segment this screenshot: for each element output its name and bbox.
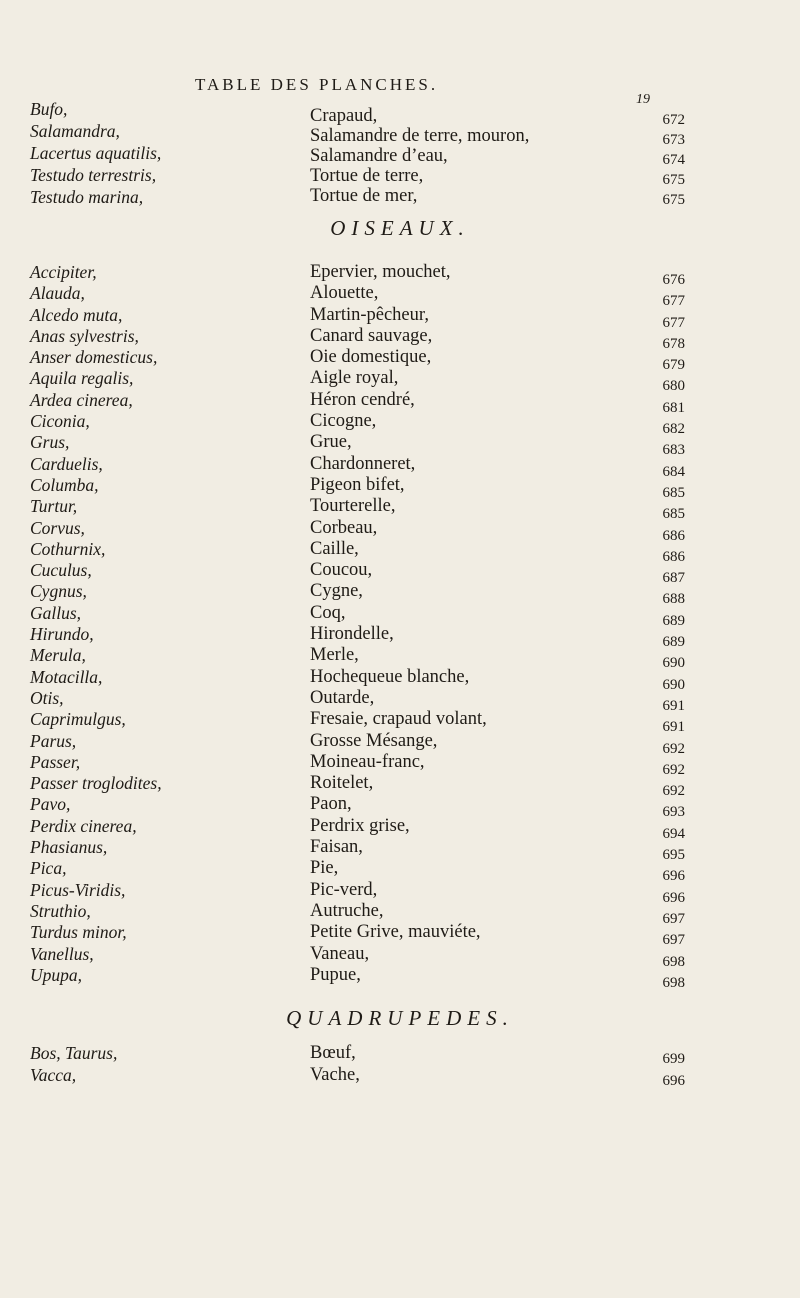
french-name: Corbeau, bbox=[310, 517, 378, 538]
latin-name: Otis, bbox=[30, 687, 64, 708]
latin-name: Salamandra, bbox=[30, 121, 120, 141]
plate-number: 672 bbox=[662, 112, 685, 128]
plate-number: 689 bbox=[662, 612, 685, 629]
french-name: Petite Grive, mauviéte, bbox=[310, 922, 481, 943]
plate-number: 675 bbox=[662, 172, 685, 188]
latin-name: Carduelis, bbox=[30, 453, 103, 474]
latin-name: Turdus minor, bbox=[30, 922, 127, 943]
plate-number: 676 bbox=[662, 272, 685, 288]
plate-number: 678 bbox=[662, 335, 685, 352]
french-name: Faisan, bbox=[310, 837, 363, 858]
french-name: Pie, bbox=[310, 858, 339, 879]
section-title-oiseaux: OISEAUX. bbox=[330, 216, 470, 240]
french-name: Tortue de terre, bbox=[310, 166, 424, 186]
plate-number: 673 bbox=[662, 132, 685, 148]
section-reptiles-latin bbox=[30, 98, 300, 208]
section-quadrupedes-plates bbox=[625, 1048, 685, 1092]
french-name: Roitelet, bbox=[310, 773, 374, 794]
plate-number: 697 bbox=[662, 932, 685, 949]
latin-name: Cuculus, bbox=[30, 560, 92, 581]
section-reptiles-plates bbox=[625, 110, 685, 210]
french-name: Canard sauvage, bbox=[310, 325, 433, 346]
plate-number: 675 bbox=[662, 192, 685, 208]
latin-name: Parus, bbox=[30, 730, 77, 751]
latin-name: Upupa, bbox=[30, 964, 83, 985]
french-name: Grue, bbox=[310, 432, 352, 453]
plate-number: 694 bbox=[662, 825, 685, 842]
plate-number: 698 bbox=[662, 953, 685, 970]
plate-number: 677 bbox=[662, 314, 685, 331]
french-name: Crapaud, bbox=[310, 106, 378, 126]
french-name: Oie domestique, bbox=[310, 347, 432, 368]
page-number: 19 bbox=[636, 92, 650, 107]
french-name: Hirondelle, bbox=[310, 624, 394, 645]
latin-name: Ardea cinerea, bbox=[30, 389, 133, 410]
plate-number: 691 bbox=[662, 697, 685, 714]
latin-name: Passer, bbox=[30, 751, 81, 772]
latin-name: Anser domesticus, bbox=[30, 347, 158, 368]
plate-number: 692 bbox=[662, 761, 685, 778]
latin-name: Hirundo, bbox=[30, 624, 94, 645]
french-name: Cygne, bbox=[310, 581, 363, 602]
latin-name: Turtur, bbox=[30, 496, 78, 517]
plate-number: 693 bbox=[662, 804, 685, 821]
plate-number: 686 bbox=[662, 548, 685, 565]
french-name: Autruche, bbox=[310, 900, 384, 921]
page-header: TABLE DES PLANCHES. bbox=[195, 75, 439, 94]
plate-number: 682 bbox=[662, 421, 685, 438]
plate-number: 692 bbox=[662, 783, 685, 800]
french-name: Grosse Mésange, bbox=[310, 730, 438, 751]
plate-number: 679 bbox=[662, 357, 685, 374]
french-name: Outarde, bbox=[310, 687, 375, 708]
french-name: Chardonneret, bbox=[310, 453, 416, 474]
french-name: Martin-pêcheur, bbox=[310, 304, 429, 325]
latin-name: Accipiter, bbox=[30, 262, 97, 282]
latin-name: Alcedo muta, bbox=[30, 304, 123, 325]
plate-number: 690 bbox=[662, 676, 685, 693]
latin-name: Anas sylvestris, bbox=[30, 325, 139, 346]
latin-name: Merula, bbox=[30, 645, 86, 666]
plate-number: 695 bbox=[662, 847, 685, 864]
plate-number: 696 bbox=[662, 1073, 685, 1089]
french-name: Vache, bbox=[310, 1065, 360, 1085]
french-name: Merle, bbox=[310, 645, 359, 666]
latin-name: Motacilla, bbox=[30, 666, 103, 687]
plate-number: 686 bbox=[662, 527, 685, 544]
section-quadrupedes-latin bbox=[30, 1042, 300, 1086]
plate-number: 691 bbox=[662, 719, 685, 736]
french-name: Bœuf, bbox=[310, 1043, 356, 1063]
section-reptiles-french bbox=[310, 106, 610, 206]
latin-name: Alauda, bbox=[30, 283, 85, 304]
latin-name: Vacca, bbox=[30, 1065, 77, 1085]
french-name: Hochequeue blanche, bbox=[310, 666, 470, 687]
plate-number: 699 bbox=[662, 1051, 685, 1067]
plate-number: 696 bbox=[662, 889, 685, 906]
french-name: Vaneau, bbox=[310, 943, 370, 964]
plate-number: 680 bbox=[662, 378, 685, 395]
french-name: Pupue, bbox=[310, 964, 361, 985]
french-name: Moineau-franc, bbox=[310, 751, 425, 772]
latin-name: Cothurnix, bbox=[30, 538, 106, 559]
latin-name: Bos, Taurus, bbox=[30, 1043, 118, 1063]
french-name: Caille, bbox=[310, 538, 359, 559]
french-name: Coucou, bbox=[310, 560, 373, 581]
plate-number: 689 bbox=[662, 634, 685, 651]
plate-number: 677 bbox=[662, 293, 685, 310]
latin-name: Pica, bbox=[30, 858, 67, 879]
section-oiseaux-plates bbox=[625, 270, 685, 994]
plate-number: 696 bbox=[662, 868, 685, 885]
french-name: Paon, bbox=[310, 794, 352, 815]
plate-number: 685 bbox=[662, 484, 685, 501]
plate-number: 698 bbox=[662, 974, 685, 991]
latin-name: Caprimulgus, bbox=[30, 709, 126, 730]
latin-name: Aquila regalis, bbox=[30, 368, 134, 389]
latin-name: Lacertus aquatilis, bbox=[30, 143, 162, 163]
latin-name: Corvus, bbox=[30, 517, 85, 538]
latin-name: Bufo, bbox=[30, 99, 68, 119]
french-name: Alouette, bbox=[310, 283, 379, 304]
latin-name: Gallus, bbox=[30, 602, 82, 623]
french-name: Tourterelle, bbox=[310, 496, 396, 517]
french-name: Cicogne, bbox=[310, 411, 377, 432]
plate-number: 684 bbox=[662, 463, 685, 480]
latin-name: Picus-Viridis, bbox=[30, 879, 126, 900]
latin-name: Vanellus, bbox=[30, 943, 94, 964]
plate-number: 690 bbox=[662, 655, 685, 672]
plate-number: 692 bbox=[662, 740, 685, 757]
latin-name: Pavo, bbox=[30, 794, 71, 815]
french-name: Fresaie, crapaud volant, bbox=[310, 709, 487, 730]
french-name: Salamandre d’eau, bbox=[310, 146, 448, 166]
latin-name: Struthio, bbox=[30, 900, 91, 921]
french-name: Héron cendré, bbox=[310, 389, 415, 410]
french-name: Coq, bbox=[310, 602, 346, 623]
plate-number: 688 bbox=[662, 591, 685, 608]
plate-number: 674 bbox=[662, 152, 685, 168]
plate-number: 697 bbox=[662, 910, 685, 927]
plate-number: 683 bbox=[662, 442, 685, 459]
section-title-quadrupedes: QUADRUPEDES. bbox=[286, 1006, 514, 1030]
plate-number: 685 bbox=[662, 506, 685, 523]
latin-name: Perdix cinerea, bbox=[30, 815, 137, 836]
latin-name: Grus, bbox=[30, 432, 70, 453]
section-quadrupedes-french bbox=[310, 1042, 610, 1086]
plate-number: 681 bbox=[662, 399, 685, 416]
french-name: Salamandre de terre, mouron, bbox=[310, 126, 530, 146]
section-oiseaux-french bbox=[310, 262, 610, 986]
plate-number: 687 bbox=[662, 570, 685, 587]
latin-name: Passer troglodites, bbox=[30, 773, 162, 794]
latin-name: Testudo terrestris, bbox=[30, 165, 157, 185]
latin-name: Phasianus, bbox=[30, 837, 108, 858]
french-name: Aigle royal, bbox=[310, 368, 399, 389]
latin-name: Columba, bbox=[30, 474, 99, 495]
section-oiseaux-latin bbox=[30, 262, 300, 986]
french-name: Tortue de mer, bbox=[310, 186, 418, 206]
latin-name: Ciconia, bbox=[30, 411, 90, 432]
french-name: Pigeon bifet, bbox=[310, 474, 405, 495]
french-name: Epervier, mouchet, bbox=[310, 262, 451, 282]
latin-name: Cygnus, bbox=[30, 581, 87, 602]
french-name: Pic-verd, bbox=[310, 879, 378, 900]
latin-name: Testudo marina, bbox=[30, 187, 144, 207]
french-name: Perdrix grise, bbox=[310, 815, 410, 836]
